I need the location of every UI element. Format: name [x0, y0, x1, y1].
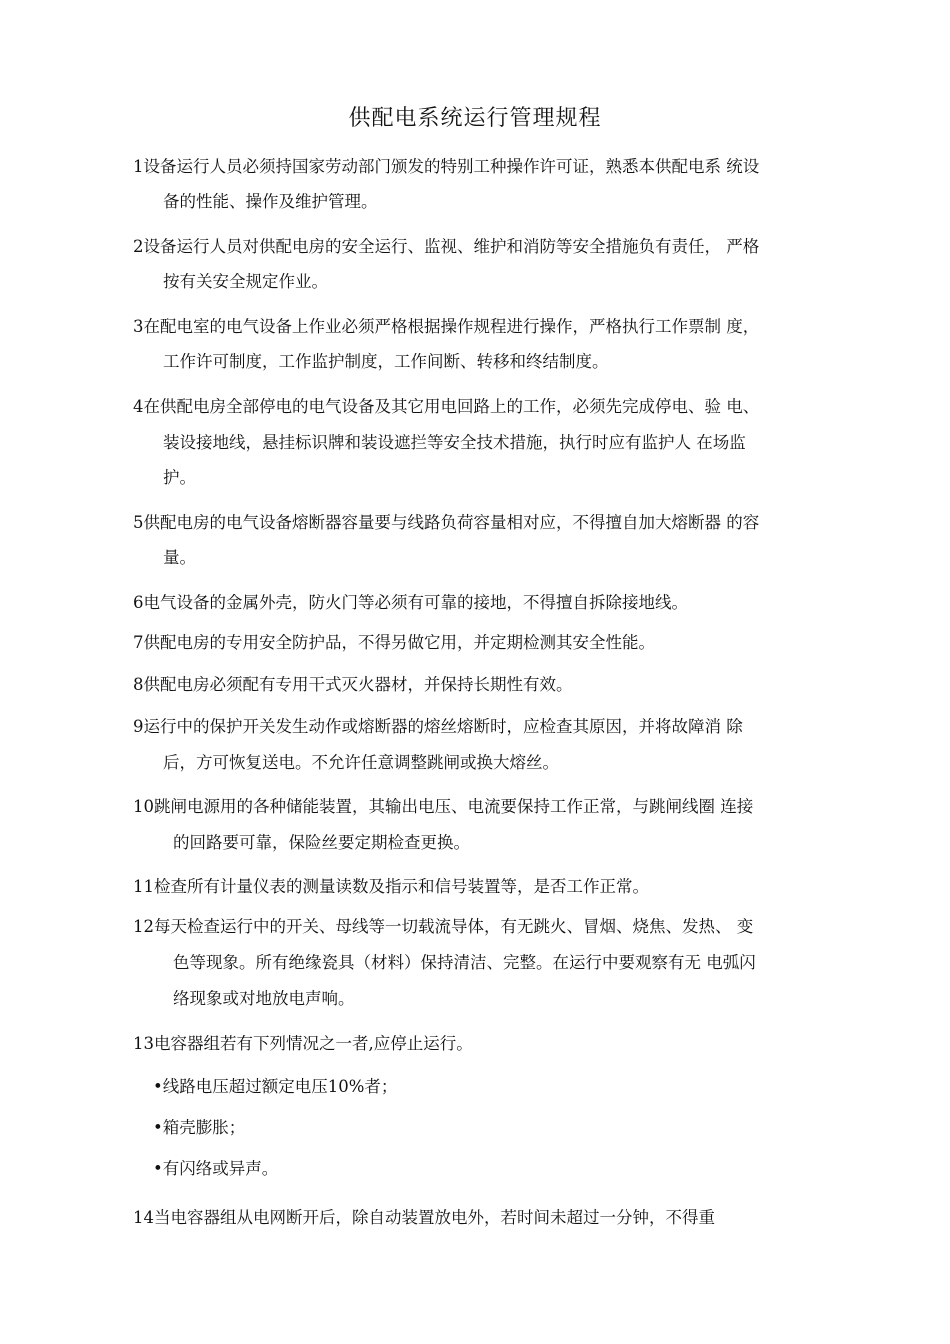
bullet-item: •有闪络或异声。 — [153, 1159, 279, 1178]
text-line: 9运行中的保护开关发生动作或熔断器的熔丝熔断时，应检查其原因，并将故障消 除 — [133, 717, 743, 736]
document-title: 供配电系统运行管理规程 — [348, 106, 602, 131]
text-line: 护。 — [163, 468, 196, 487]
text-line: 工作许可制度，工作监护制度，工作间断、转移和终结制度。 — [163, 352, 609, 371]
text-line: 3在配电室的电气设备上作业必须严格根据操作规程进行操作，严格执行工作票制 度， — [133, 317, 760, 336]
text-line: 络现象或对地放电声响。 — [173, 989, 355, 1008]
text-line: 8供配电房必须配有专用干式灭火器材，并保持长期性有效。 — [133, 675, 573, 694]
text-line: 1设备运行人员必须持国家劳动部门颁发的特别工种操作许可证，熟悉本供配电系 统设 — [133, 157, 760, 176]
text-line: 装设接地线，悬挂标识牌和装设遮拦等安全技术措施，执行时应有监护人 在场监 — [163, 433, 746, 452]
text-line: 色等现象。所有绝缘瓷具（材料）保持清洁、完整。在运行中要观察有无 电弧闪 — [173, 953, 756, 972]
text-line: 12每天检查运行中的开关、母线等一切载流导体，有无跳火、冒烟、烧焦、发热、 变 — [133, 917, 754, 936]
text-line: 6电气设备的金属外壳，防火门等必须有可靠的接地，不得擅自拆除接地线。 — [133, 593, 688, 612]
text-line: 后，方可恢复送电。不允许任意调整跳闸或换大熔丝。 — [163, 753, 559, 772]
bullet-item: •箱壳膨胀； — [153, 1118, 246, 1137]
text-line: 备的性能、操作及维护管理。 — [163, 192, 378, 211]
text-line: 按有关安全规定作业。 — [163, 272, 328, 291]
text-line: 2设备运行人员对供配电房的安全运行、监视、维护和消防等安全措施负有责任， 严格 — [133, 237, 760, 256]
text-line: 11检查所有计量仪表的测量读数及指示和信号装置等，是否工作正常。 — [133, 877, 649, 896]
text-line: 10跳闸电源用的各种储能装置，其输出电压、电流要保持工作正常，与跳闸线圈 连接 — [133, 797, 754, 816]
text-line: 量。 — [163, 548, 196, 567]
text-line: 13电容器组若有下列情况之一者,应停止运行。 — [133, 1034, 473, 1053]
text-line: 4在供配电房全部停电的电气设备及其它用电回路上的工作，必须先完成停电、验 电、 — [133, 397, 760, 416]
text-line: 的回路要可靠，保险丝要定期检查更换。 — [173, 833, 470, 852]
text-line: 14当电容器组从电网断开后，除自动装置放电外，若时间未超过一分钟，不得重 — [133, 1208, 715, 1227]
bullet-item: •线路电压超过额定电压10%者； — [153, 1077, 398, 1096]
text-line: 7供配电房的专用安全防护品，不得另做它用，并定期检测其安全性能。 — [133, 633, 655, 652]
text-line: 5供配电房的电气设备熔断器容量要与线路负荷容量相对应，不得擅自加大熔断器 的容 — [133, 513, 760, 532]
